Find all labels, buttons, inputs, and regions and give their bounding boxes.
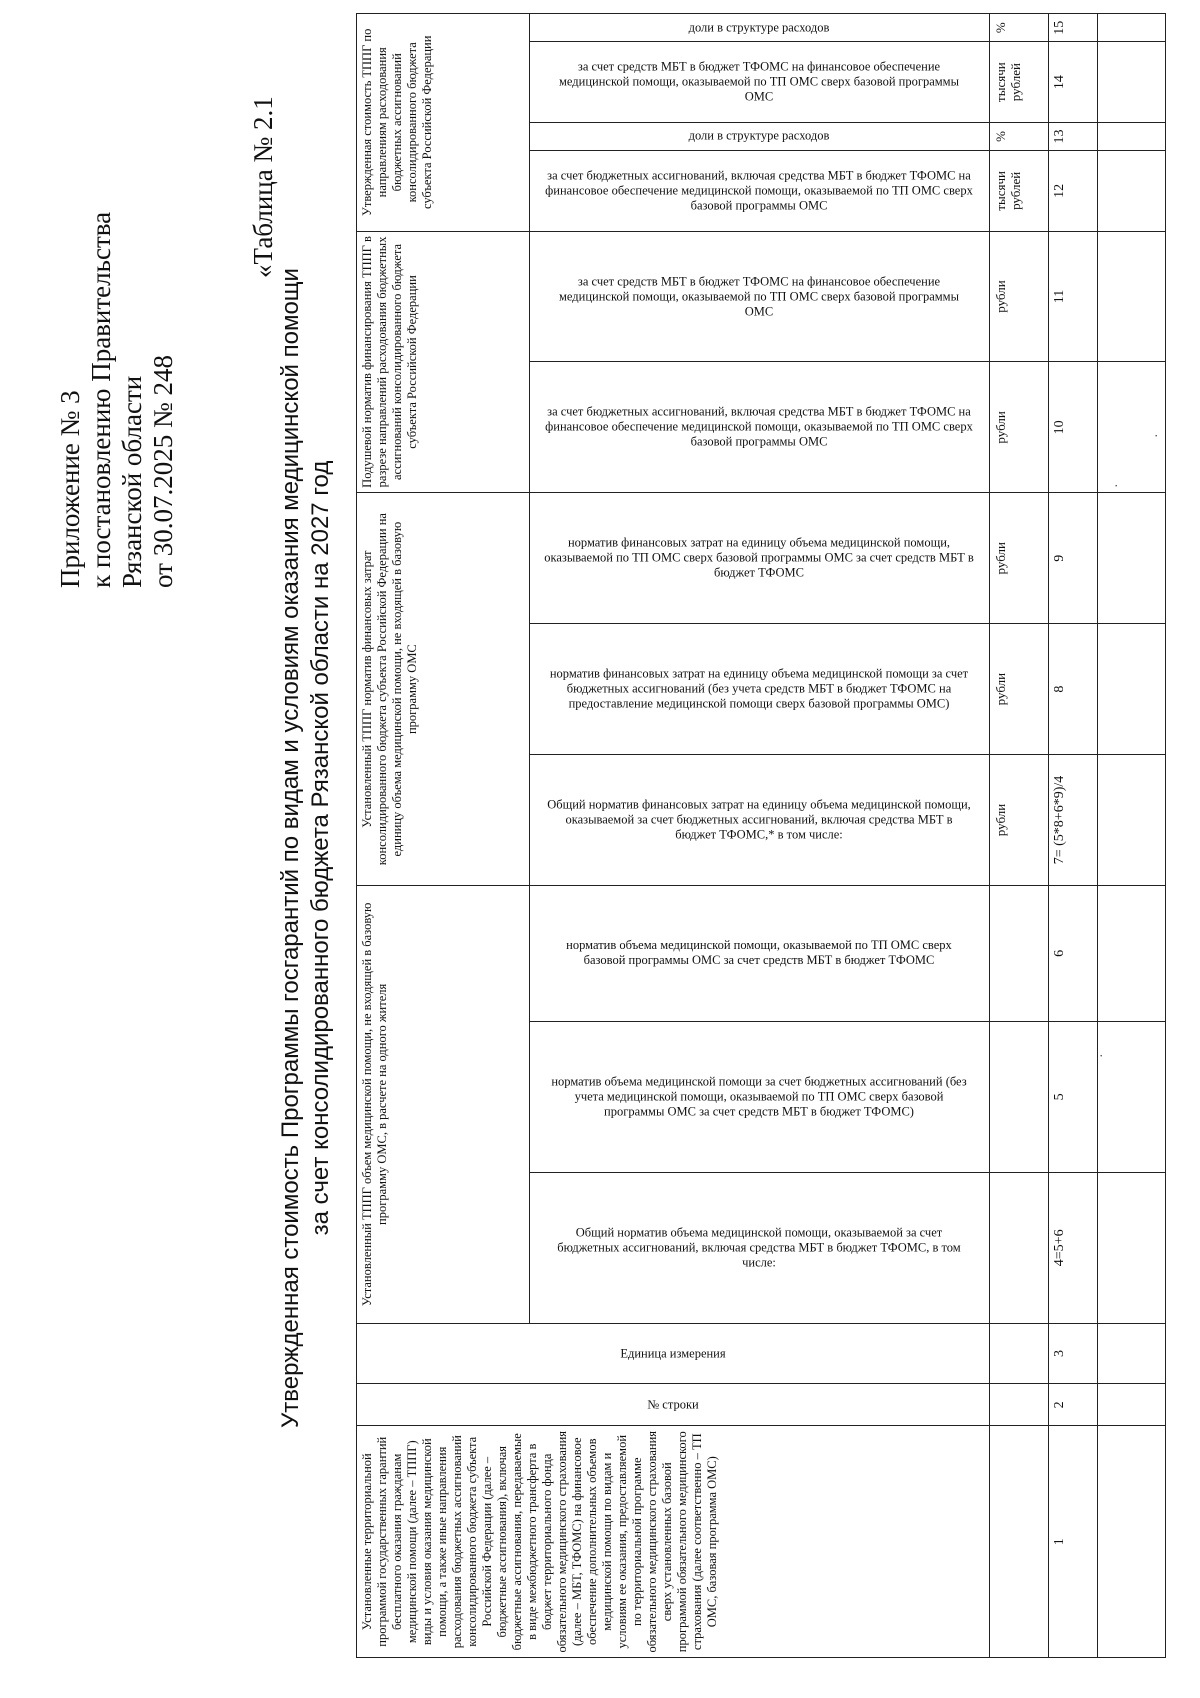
- data-cell: [1097, 493, 1165, 624]
- column-number-15: 15: [1048, 14, 1097, 42]
- table-row: [1097, 14, 1165, 1658]
- cost-table: [356, 13, 1166, 1658]
- unit-cell-9: рубли: [989, 493, 1048, 624]
- scan-artifact: ·: [1095, 1053, 1110, 1058]
- title-line-1: Утвержденная стоимость Программы госгарантий по видам и условиям оказания медицинской помощи: [277, 268, 304, 1428]
- column-number-5: 5: [1048, 1021, 1097, 1172]
- data-cell: [1097, 1323, 1165, 1383]
- table-subheader-15: доли в структуре расходов: [530, 14, 989, 42]
- data-cell: [1097, 14, 1165, 42]
- data-cell: [1097, 151, 1165, 232]
- unit-cell-4: [989, 1172, 1048, 1323]
- table-subheader-14: за счет средств МБТ в бюджет ТФОМС на финансовое обеспечение медицинской помощи, оказываемой по ТП ОМС сверх базовой программы ОМС: [530, 42, 989, 123]
- appendix-line-2: к постановлению Правительства: [86, 211, 116, 588]
- column-number-12: 12: [1048, 151, 1097, 232]
- table-subheader-8: норматив финансовых затрат на единицу объема медицинской помощи за счет бюджетных ассигнований (без учета средств МБТ в бюджет ТФОМС на предоставление медицинской помощи сверх базовой программы ОМС): [530, 624, 989, 755]
- column-number-4: 4=5+6: [1048, 1172, 1097, 1323]
- table-subheader-4: Общий норматив объема медицинской помощи, оказываемой за счет бюджетных ассигнований, включая средства МБТ в бюджет ТФОМС, в том числе:: [530, 1172, 989, 1323]
- unit-cell-3: [989, 1323, 1048, 1383]
- column-number-9: 9: [1048, 493, 1097, 624]
- data-cell: [1097, 755, 1165, 886]
- column-number-8: 8: [1048, 624, 1097, 755]
- column-number-14: 14: [1048, 42, 1097, 123]
- column-number-11: 11: [1048, 231, 1097, 362]
- table-header-col3: Единица измерения: [357, 1323, 990, 1383]
- data-cell: [1097, 122, 1165, 150]
- column-number-1: 1: [1048, 1426, 1097, 1658]
- data-cell: [1097, 42, 1165, 123]
- data-cell: [1097, 231, 1165, 362]
- scan-artifact: ·: [1150, 433, 1165, 438]
- table-subheader-7: Общий норматив финансовых затрат на единицу объема медицинской помощи, оказываемой за счет бюджетных ассигнований, включая средства МБТ в бюджет ТФОМС,* в том числе:: [530, 755, 989, 886]
- table-group-volume: Установленный ТППГ объем медицинской помощи, не входящей в базовую программу ОМС, в расчете на одного жителя: [357, 885, 530, 1323]
- column-number-7: 7= (5*8+6*9)/4: [1048, 755, 1097, 886]
- appendix-header: [55, 28, 179, 588]
- unit-cell-15: %: [989, 14, 1048, 42]
- table-subheader-5: норматив объема медицинской помощи за счет бюджетных ассигнований (без учета медицинской помощи, оказываемой по ТП ОМС сверх базовой программы ОМС за счет средств МБТ в бюджет ТФОМС): [530, 1021, 989, 1172]
- column-number-10: 10: [1048, 362, 1097, 493]
- table-subheader-10: за счет бюджетных ассигнований, включая средства МБТ в бюджет ТФОМС на финансовое обеспечение медицинской помощи, оказываемой по ТП ОМС сверх базовой программы ОМС: [530, 362, 989, 493]
- unit-cell-14: тысячи рублей: [989, 42, 1048, 123]
- table-header-col1: Установленные территориальной программой государственных гарантий бесплатного оказания гражданам медицинской помощи (далее – ТППГ) виды и условия оказания медицинской помощи, а также иные направления расходования бюджетных ассигнований консолидированного бюджета субъекта Российской Федерации (далее – бюджетные ассигнования), включая бюджетные ассигнования, передаваемые в виде межбюджетного трансферта в бюджет территориального фонда обязательного медицинского страхования (далее – МБТ, ТФОМС) на финансовое обеспечение дополнительных объемов медицинской помощи по видам и условиям ее оказания, предоставляемой по территориальной программе обязательного медицинского страхования сверх установленных базовой программой обязательного медицинского страхования (далее соответственно – ТП ОМС, базовая программа ОМС): [357, 1426, 990, 1658]
- unit-cell-10: рубли: [989, 362, 1048, 493]
- unit-cell-13: %: [989, 122, 1048, 150]
- table-group-per-capita: Подушевой норматив финансирования ТППГ в разрезе направлений расходования бюджетных ассигнований консолидированного бюджета субъекта Российской Федерации: [357, 231, 530, 493]
- table-caption: «Таблица № 2.1: [248, 96, 278, 278]
- unit-cell-12: тысячи рублей: [989, 151, 1048, 232]
- table-group-cost-norm: Установленный ТППГ норматив финансовых затрат консолидированного бюджета субъекта Российской Федерации на единицу объема медицинской помощи, не входящей в базовую программу ОМС: [357, 493, 530, 886]
- table-subheader-11: за счет средств МБТ в бюджет ТФОМС на финансовое обеспечение медицинской помощи, оказываемой по ТП ОМС сверх базовой программы ОМС: [530, 231, 989, 362]
- document-title: [276, 28, 336, 1668]
- appendix-line-3: Рязанской области: [117, 375, 147, 588]
- column-number-3: 3: [1048, 1323, 1097, 1383]
- table-subheader-13: доли в структуре расходов: [530, 122, 989, 150]
- table-subheader-12: за счет бюджетных ассигнований, включая средства МБТ в бюджет ТФОМС на финансовое обеспечение медицинской помощи, оказываемой по ТП ОМС сверх базовой программы ОМС: [530, 151, 989, 232]
- unit-cell-7: рубли: [989, 755, 1048, 886]
- unit-cell-2: [989, 1384, 1048, 1426]
- unit-cell-8: рубли: [989, 624, 1048, 755]
- column-number-2: 2: [1048, 1384, 1097, 1426]
- data-cell: [1097, 885, 1165, 1021]
- data-cell: [1097, 1384, 1165, 1426]
- data-cell: [1097, 1172, 1165, 1323]
- table-subheader-9: норматив финансовых затрат на единицу объема медицинской помощи, оказываемой по ТП ОМС сверх базовой программы ОМС за счет средств МБТ в бюджет ТФОМС: [530, 493, 989, 624]
- table-header-col2: № строки: [357, 1384, 990, 1426]
- title-line-2: за счет консолидированного бюджета Рязанской области на 2027 год: [307, 460, 334, 1236]
- table-group-approved-cost: Утвержденная стоимость ТППГ по направлениям расходования бюджетных ассигнований консолидированного бюджета субъекта Российской Федерации: [357, 14, 530, 232]
- appendix-line-1: Приложение № 3: [55, 390, 85, 588]
- unit-cell-5: [989, 1021, 1048, 1172]
- column-number-6: 6: [1048, 885, 1097, 1021]
- data-cell: [1097, 362, 1165, 493]
- column-number-13: 13: [1048, 122, 1097, 150]
- data-cell: [1097, 624, 1165, 755]
- unit-cell-6: [989, 885, 1048, 1021]
- data-cell: [1097, 1021, 1165, 1172]
- unit-cell-11: рубли: [989, 231, 1048, 362]
- scan-artifact: ·: [1110, 483, 1125, 488]
- appendix-line-4: от 30.07.2025 № 248: [148, 355, 178, 588]
- data-cell: [1097, 1426, 1165, 1658]
- unit-cell-1: [989, 1426, 1048, 1658]
- table-subheader-6: норматив объема медицинской помощи, оказываемой по ТП ОМС сверх базовой программы ОМС за счет средств МБТ в бюджет ТФОМС: [530, 885, 989, 1021]
